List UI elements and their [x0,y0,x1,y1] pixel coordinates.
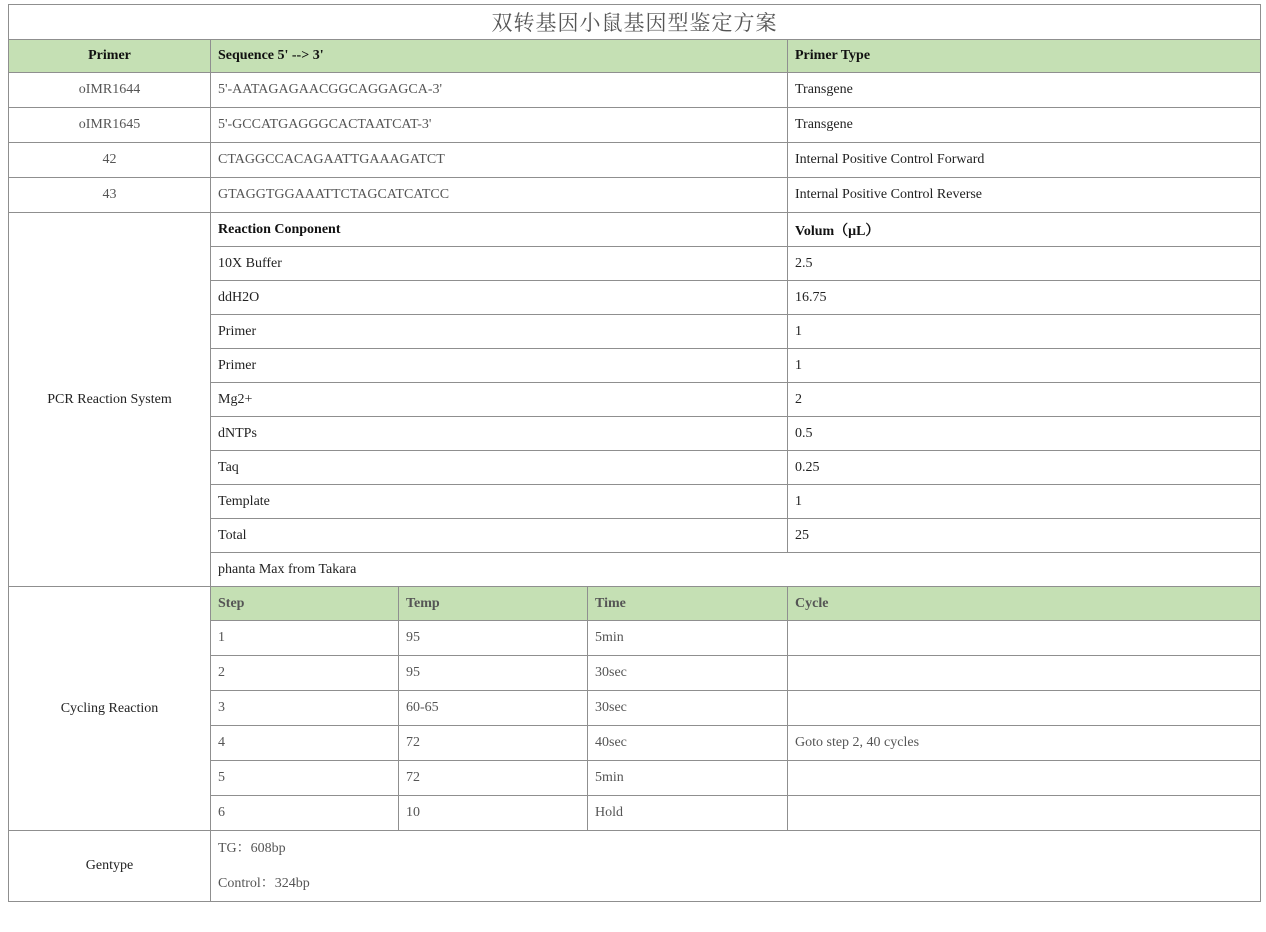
step-header: Step [211,587,399,621]
cycle-step: 6 [211,796,399,831]
cycle-time: 40sec [588,726,788,761]
cycle-temp: 72 [399,761,588,796]
pcr-component: Template [211,485,788,519]
cycle-step: 2 [211,656,399,691]
pcr-component: Mg2+ [211,383,788,417]
genotype-label: Gentype [9,831,211,902]
component-header: Reaction Conponent [211,213,788,247]
genotype-row [9,831,1261,902]
primer-sequence: CTAGGCCACAGAATTGAAAGATCT [211,143,788,178]
primer-header: Primer [9,40,211,73]
pcr-volume: 16.75 [788,281,1261,315]
pcr-volume: 25 [788,519,1261,553]
pcr-section-label: PCR Reaction System [9,213,211,587]
cycle-note [788,761,1261,796]
primer-row [9,143,1261,178]
cycle-step: 1 [211,621,399,656]
primer-header-row [9,40,1261,73]
pcr-volume: 0.5 [788,417,1261,451]
primer-name: oIMR1645 [9,108,211,143]
primer-type: Transgene [788,73,1261,108]
genotyping-protocol [8,4,1260,902]
primer-name: 42 [9,143,211,178]
pcr-component: Taq [211,451,788,485]
time-header: Time [588,587,788,621]
cycle-temp: 95 [399,656,588,691]
primer-type: Internal Positive Control Forward [788,143,1261,178]
primer-name: 43 [9,178,211,213]
cycle-temp: 95 [399,621,588,656]
cycle-step: 4 [211,726,399,761]
cycle-time: Hold [588,796,788,831]
cycle-time: 5min [588,761,788,796]
cycle-time: 30sec [588,691,788,726]
pcr-component: Primer [211,349,788,383]
pcr-volume: 2 [788,383,1261,417]
primer-row [9,108,1261,143]
cycle-header: Cycle [788,587,1261,621]
primer-sequence: 5'-GCCATGAGGGCACTAATCAT-3' [211,108,788,143]
cycle-note [788,796,1261,831]
genotype-control: Control：324bp [218,876,310,891]
pcr-volume: 1 [788,485,1261,519]
cycle-step: 5 [211,761,399,796]
cycle-note [788,621,1261,656]
pcr-component: Primer [211,315,788,349]
pcr-note: phanta Max from Takara [211,553,1261,587]
protocol-table [8,4,1261,902]
page-title: 双转基因小鼠基因型鉴定方案 [9,5,1261,40]
pcr-volume: 1 [788,349,1261,383]
pcr-volume: 0.25 [788,451,1261,485]
cycle-note: Goto step 2, 40 cycles [788,726,1261,761]
primer-type: Internal Positive Control Reverse [788,178,1261,213]
primer-row [9,178,1261,213]
cycle-note [788,656,1261,691]
cycle-temp: 10 [399,796,588,831]
primer-type: Transgene [788,108,1261,143]
cycle-time: 5min [588,621,788,656]
cycling-section-label: Cycling Reaction [9,587,211,831]
cycle-time: 30sec [588,656,788,691]
cycle-temp: 60-65 [399,691,588,726]
pcr-component: Total [211,519,788,553]
pcr-component: dNTPs [211,417,788,451]
temp-header: Temp [399,587,588,621]
pcr-header-row [9,213,1261,247]
pcr-component: 10X Buffer [211,247,788,281]
volume-header: Volum（μL） [788,213,1261,247]
primer-sequence: 5'-AATAGAGAACGGCAGGAGCA-3' [211,73,788,108]
cycling-header-row [9,587,1261,621]
sequence-header: Sequence 5' --> 3' [211,40,788,73]
primer-type-header: Primer Type [788,40,1261,73]
cycle-note [788,691,1261,726]
genotype-tg: TG：608bp [218,841,286,856]
cycle-temp: 72 [399,726,588,761]
primer-name: oIMR1644 [9,73,211,108]
pcr-volume: 2.5 [788,247,1261,281]
primer-sequence: GTAGGTGGAAATTCTAGCATCATCC [211,178,788,213]
cycle-step: 3 [211,691,399,726]
pcr-volume: 1 [788,315,1261,349]
genotype-results [211,831,1261,902]
pcr-component: ddH2O [211,281,788,315]
primer-row [9,73,1261,108]
